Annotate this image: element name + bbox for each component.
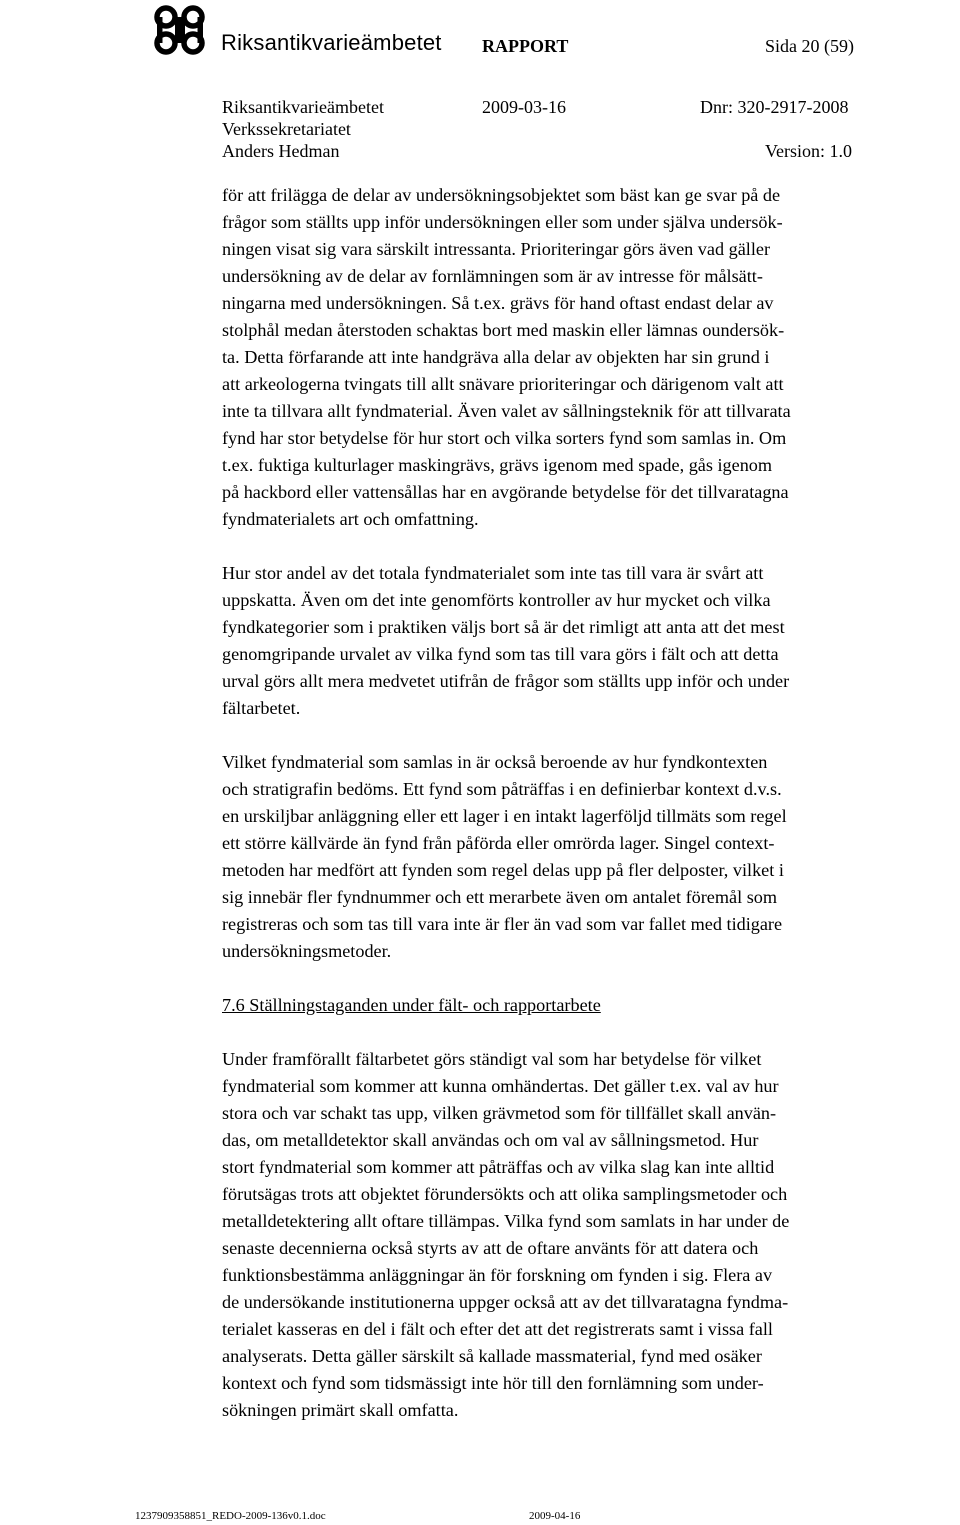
text-line: stora och var schakt tas upp, vilken grävmetod som för tillfället skall använ- [222, 1103, 777, 1123]
raa-logo-icon [152, 4, 208, 56]
meta-author: Anders Hedman [222, 141, 340, 161]
text-line: en urskiljbar anläggning eller ett lager i en intakt lagerföljd tillmäts som regel [222, 806, 787, 826]
text-line: t.ex. fuktiga kulturlager maskingrävs, grävs igenom med spade, gås igenom [222, 455, 773, 475]
paragraph-3 [222, 749, 960, 965]
text-line: funktionsbestämma anläggningar än för forskning om fynden i sig. Flera av [222, 1265, 773, 1285]
text-line: förutsägas trots att objektet förundersökts och att olika samplingsmetoder och [222, 1184, 788, 1204]
text-line: stort fyndmaterial som kommer att påträffas och av vilka slag kan inte alltid [222, 1157, 775, 1177]
text-line: att arkeologerna tvingats till allt snävare prioriteringar och därigenom valt att [222, 374, 784, 394]
text-line: genomgripande urvalet av vilka fynd som tas till vara görs i fält och att detta [222, 644, 779, 664]
text-line: kontext och fynd som tidsmässigt inte hör till den fornlämning som under- [222, 1373, 764, 1393]
text-line: undersökningsmetoder. [222, 941, 392, 961]
text-line: och stratigrafin bedöms. Ett fynd som påträffas i en definierbar kontext d.v.s. [222, 779, 782, 799]
text-line: metalldetektering allt oftare tillämpas. Vilka fynd som samlats in har under de [222, 1211, 790, 1231]
text-line: analyserats. Detta gäller särskilt så kallade massmaterial, fynd med osäker [222, 1346, 762, 1366]
text-line: sökningen primärt skall omfatta. [222, 1400, 459, 1420]
text-line: stolphål medan återstoden schaktas bort med maskin eller lämnas oundersök- [222, 320, 785, 340]
text-line: Hur stor andel av det totala fyndmaterialet som inte tas till vara är svårt att [222, 563, 764, 583]
text-line: senaste decennierna också styrts av att de oftare använts för att datera och [222, 1238, 759, 1258]
paragraph-1 [222, 182, 960, 533]
text-line: uppskatta. Även om det inte genomförts kontroller av hur mycket och vilka [222, 590, 771, 610]
meta-version: Version: 1.0 [765, 141, 852, 161]
text-line: urval görs allt mera medvetet utifrån de frågor som ställts upp inför och under [222, 671, 790, 691]
text-line: Vilket fyndmaterial som samlas in är också beroende av hur fyndkontexten [222, 752, 768, 772]
text-line: fyndmaterial som kommer att kunna omhändertas. Det gäller t.ex. val av hur [222, 1076, 779, 1096]
text-line: ningarna med undersökningen. Så t.ex. grävs för hand oftast endast delar av [222, 293, 774, 313]
paragraph-2 [222, 560, 960, 722]
meta-department: Verkssekretariatet [222, 119, 351, 139]
text-line: ningen visat sig vara särskilt intressanta. Prioriteringar görs även vad gäller [222, 239, 770, 259]
text-line: das, om metalldetektor skall användas och om val av sållningsmetod. Hur [222, 1130, 759, 1150]
text-line: fältarbetet. [222, 698, 301, 718]
text-line: metoden har medfört att fynden som regel delas upp på fler delposter, vilket i [222, 860, 784, 880]
text-line: terialet kasseras en del i fält och efter det att det registrerats samt i vissa fall [222, 1319, 773, 1339]
text-line: registreras och som tas till vara inte är fler än vad som var fallet med tidigare [222, 914, 783, 934]
meta-authority: Riksantikvarieämbetet [222, 97, 384, 117]
report-label: RAPPORT [482, 36, 569, 56]
text-line: ta. Detta förfarande att inte handgräva alla delar av objekten har sin grund i [222, 347, 770, 367]
section-heading: 7.6 Ställningstaganden under fält- och rapportarbete [222, 995, 601, 1015]
paragraph-4 [222, 1046, 960, 1424]
text-line: fyndkategorier som i praktiken väljs bort så är det rimligt att anta att det mest [222, 617, 785, 637]
text-line: för att frilägga de delar av undersökningsobjektet som bäst kan ge svar på de [222, 185, 781, 205]
text-line: fyndmaterialets art och omfattning. [222, 509, 479, 529]
meta-dnr: Dnr: 320-2917-2008 [700, 97, 849, 117]
page-info: Sida 20 (59) [765, 36, 854, 56]
org-name: Riksantikvarieämbetet [221, 30, 442, 55]
footer-filename: 1237909358851_REDO-2009-136v0.1.doc [135, 1510, 326, 1522]
text-line: på hackbord eller vattensållas har en avgörande betydelse för det tillvaratagna [222, 482, 789, 502]
text-line: ett större källvärde än fynd från påförda eller omrörda lager. Singel context- [222, 833, 775, 853]
text-line: sig innebär fler fyndnummer och ett merarbete även om antalet föremål som [222, 887, 778, 907]
text-line: frågor som ställts upp inför undersökningen eller som under själva undersök- [222, 212, 783, 232]
text-line: inte ta tillvara allt fyndmaterial. Även valet av sållningsteknik för att tillvarata [222, 401, 791, 421]
document-body [222, 182, 960, 1424]
footer-date: 2009-04-16 [529, 1510, 581, 1522]
meta-left-block [222, 96, 384, 162]
text-line: Under framförallt fältarbetet görs ständigt val som har betydelse för vilket [222, 1049, 762, 1069]
text-line: de undersökande institutionerna uppger också att av det tillvaratagna fyndma- [222, 1292, 789, 1312]
text-line: fynd har stor betydelse för hur stort och vilka sorters fynd som samlas in. Om [222, 428, 787, 448]
meta-date: 2009-03-16 [482, 97, 566, 117]
text-line: undersökning av de delar av fornlämningen som är av intresse för målsätt- [222, 266, 763, 286]
